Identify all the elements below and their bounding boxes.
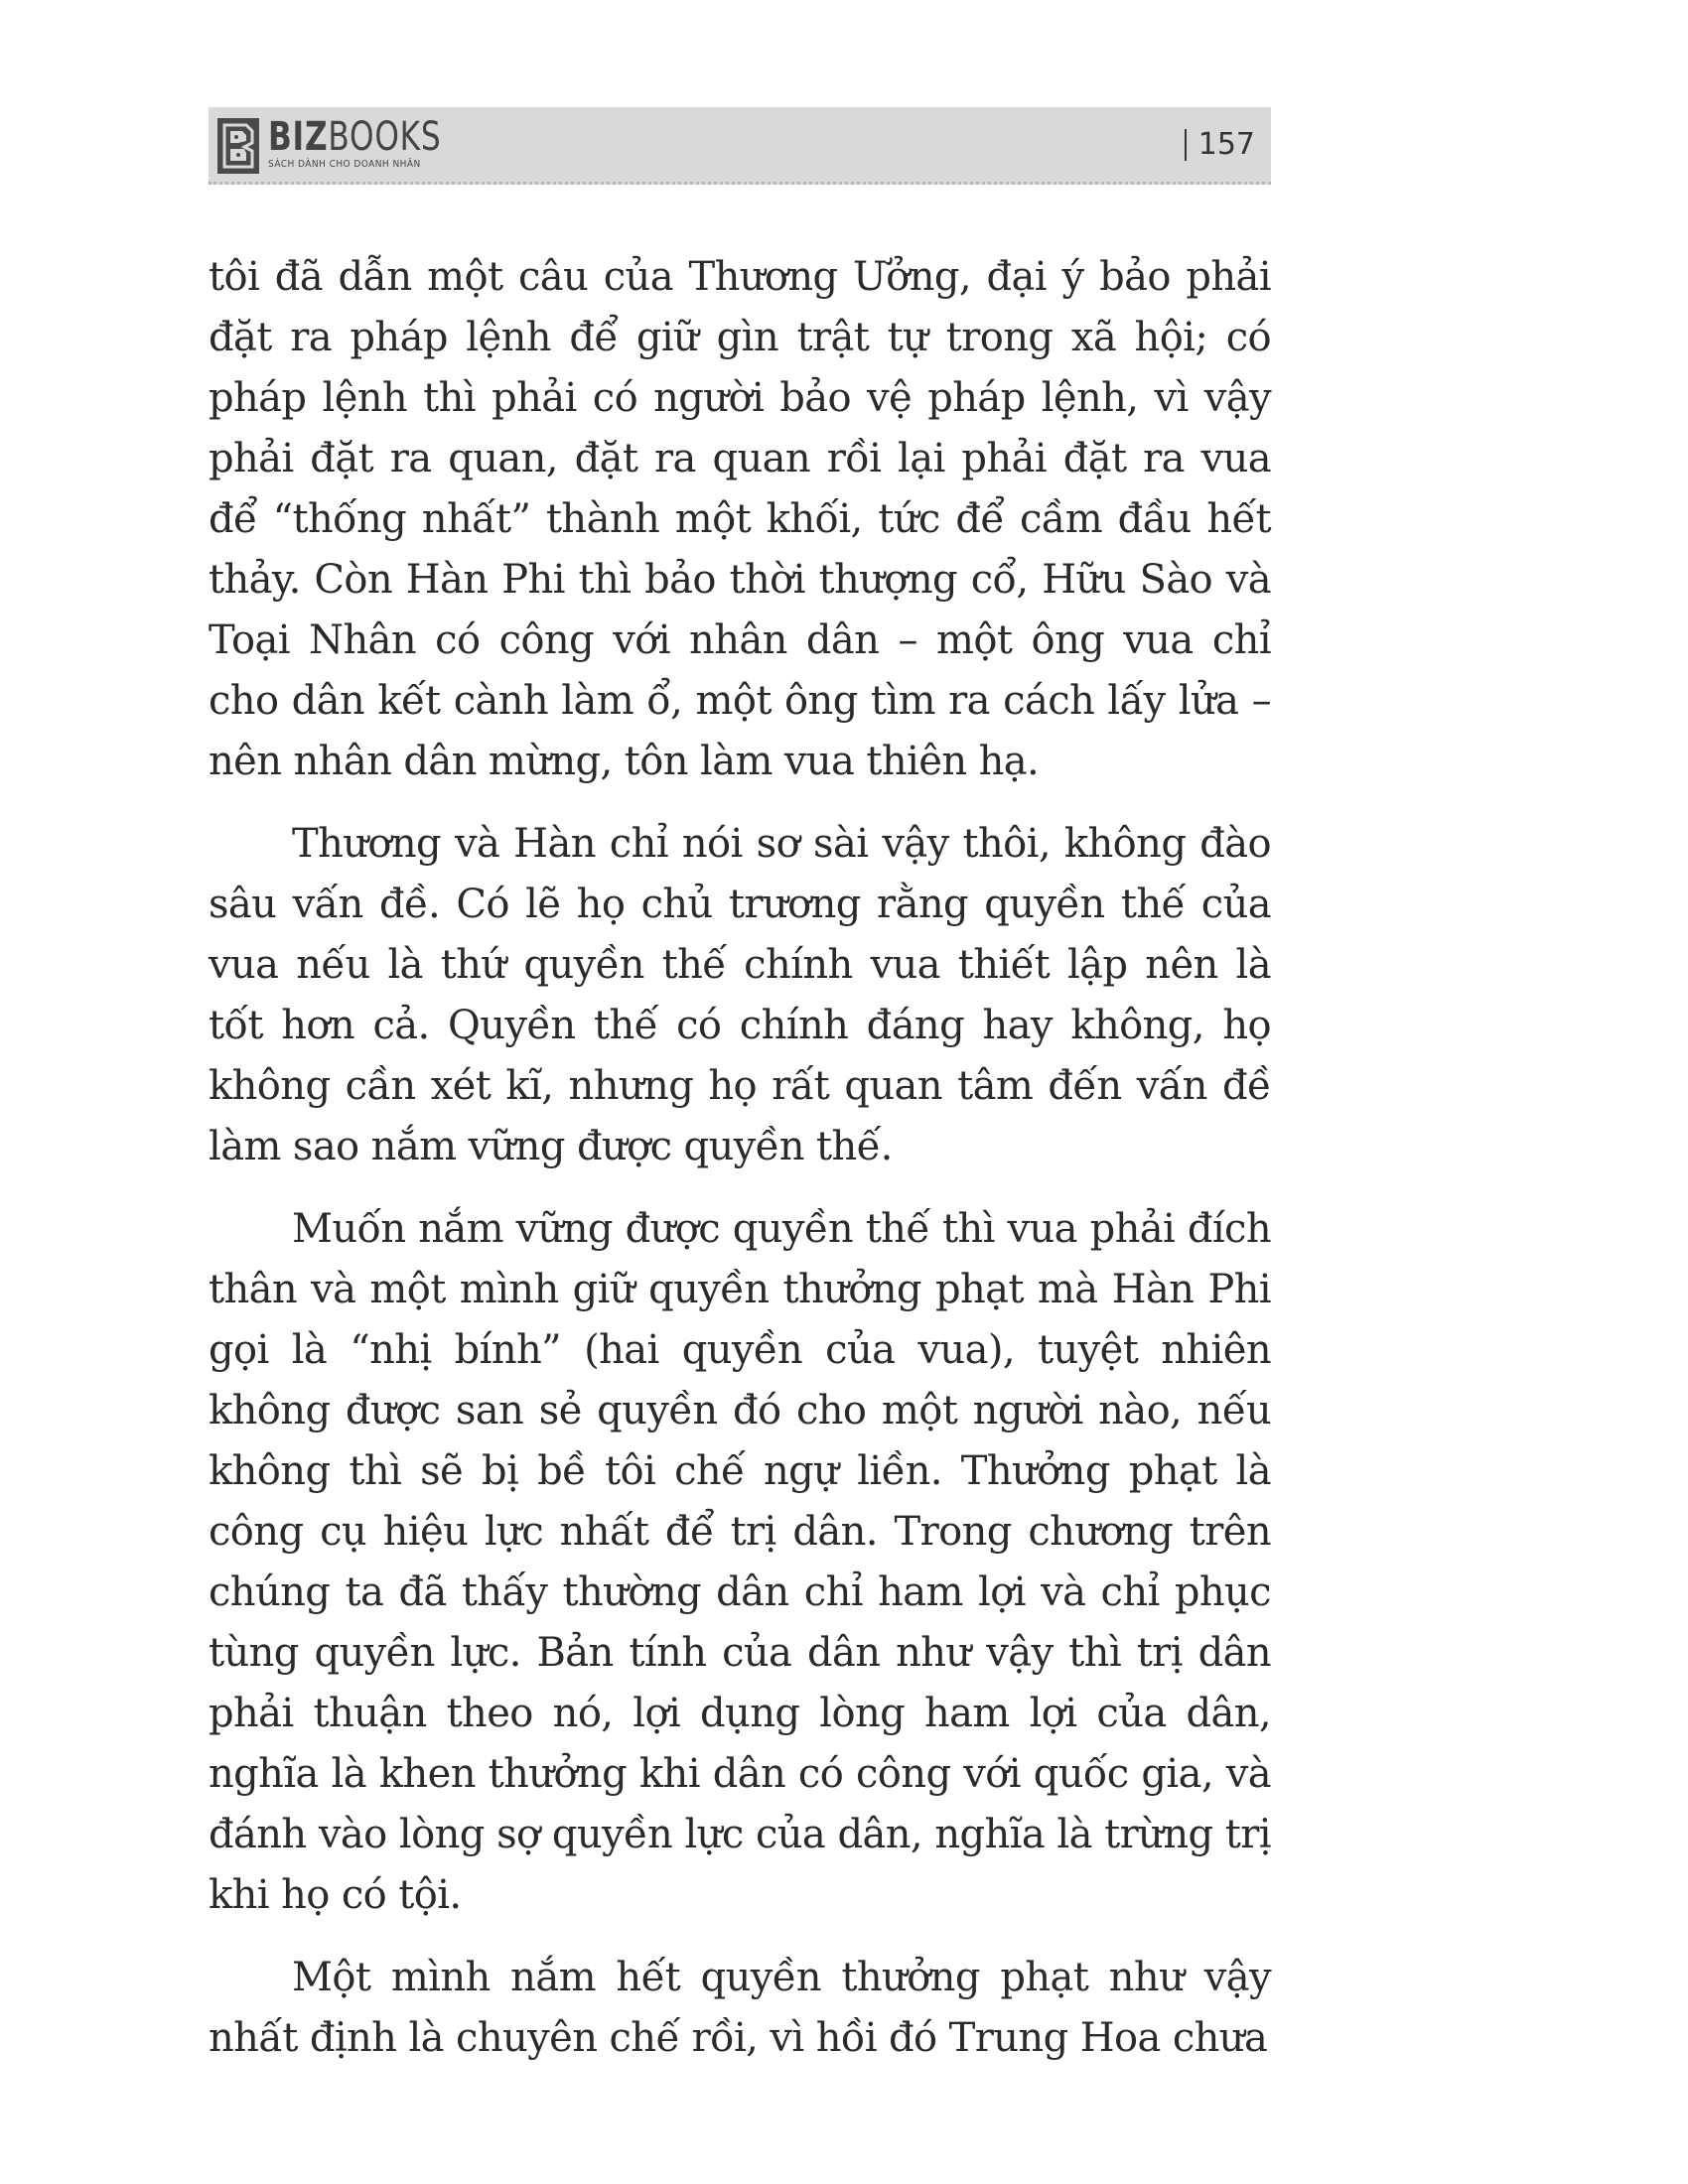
bizbooks-logo-icon <box>216 117 260 175</box>
paragraph-1: tôi đã dẫn một câu của Thương Ưởng, đại ý bảo phải đặt ra pháp lệnh để giữ gìn trật tự trong xã hội; có pháp lệnh thì phải có người bảo vệ pháp lệnh, vì vậy phải đặt ra quan, đặt ra quan rồi lại phải đặt ra vua để “thống nhất” thành một khối, tức để cầm đầu hết thảy. Còn Hàn Phi thì bảo thời thượng cổ, Hữu Sào và Toại Nhân có công với nhân dân – một ông vua chỉ cho dân kết cành làm ổ, một ông tìm ra cách lấy lửa – nên nhân dân mừng, tôn làm vua thiên hạ. <box>209 254 1271 784</box>
bizbooks-logo <box>216 114 491 177</box>
paragraph-2: Thương và Hàn chỉ nói sơ sài vậy thôi, không đào sâu vấn đề. Có lẽ họ chủ trương rằng quyền thế của vua nếu là thứ quyền thế chính vua thiết lập nên là tốt hơn cả. Quyền thế có chính đáng hay không, họ không cần xét kĩ, nhưng họ rất quan tâm đến vấn đề làm sao nắm vững được quyền thế. <box>209 821 1271 1169</box>
brand-bold: BIZ <box>268 114 329 160</box>
logo-text <box>268 114 491 170</box>
brand-tagline: SÁCH DÀNH CHO DOANH NHÂN <box>268 159 421 170</box>
page-header <box>209 107 1271 185</box>
page-number-value: 157 <box>1197 127 1255 162</box>
page-number-separator <box>1185 129 1187 161</box>
body-text <box>209 247 1271 2091</box>
paragraph-3: Muốn nắm vững được quyền thế thì vua phải đích thân và một mình giữ quyền thưởng phạt mà Hàn Phi gọi là “nhị bính” (hai quyền của vua), tuyệt nhiên không được san sẻ quyền đó cho một người nào, nếu không thì sẽ bị bề tôi chế ngự liền. Thưởng phạt là công cụ hiệu lực nhất để trị dân. Trong chương trên chúng ta đã thấy thường dân chỉ ham lợi và chỉ phục tùng quyền lực. Bản tính của dân như vậy thì trị dân phải thuận theo nó, lợi dụng lòng ham lợi của dân, nghĩa là khen thưởng khi dân có công với quốc gia, và đánh vào lòng sợ quyền lực của dân, nghĩa là trừng trị khi họ có tội. <box>209 1206 1271 1918</box>
paragraph-4: Một mình nắm hết quyền thưởng phạt như vậy nhất định là chuyên chế rồi, vì hồi đó Trung Hoa chưa <box>209 1955 1271 2061</box>
brand-light: BOOKS <box>328 114 442 160</box>
page-number <box>1185 127 1255 162</box>
brand-name <box>268 114 442 160</box>
